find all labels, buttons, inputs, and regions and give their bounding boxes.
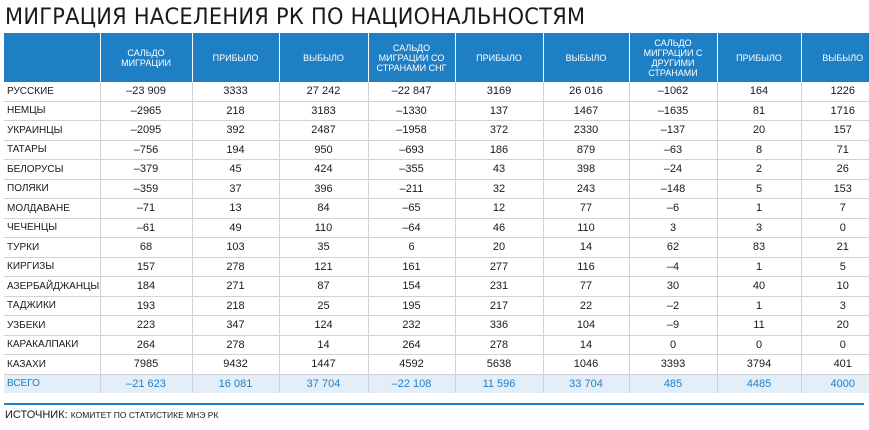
value-cell: 271 — [192, 277, 279, 297]
value-cell: 7985 — [100, 355, 192, 375]
value-cell: 22 — [543, 296, 629, 316]
value-cell: 87 — [279, 277, 368, 297]
table-row — [4, 355, 869, 375]
column-header: ПРИБЫЛО — [192, 33, 279, 82]
table-row — [4, 218, 869, 238]
value-cell: 45 — [192, 160, 279, 180]
table-row — [4, 101, 869, 121]
value-cell: 161 — [368, 257, 455, 277]
nationality-cell: ПОЛЯКИ — [4, 179, 100, 199]
value-cell: 32 — [455, 179, 543, 199]
value-cell: –71 — [100, 199, 192, 219]
value-cell: 223 — [100, 316, 192, 336]
value-cell: 153 — [801, 179, 869, 199]
value-cell: 7 — [801, 199, 869, 219]
column-header: ПРИБЫЛО — [455, 33, 543, 82]
value-cell: 1 — [717, 296, 801, 316]
value-cell: 1 — [717, 199, 801, 219]
value-cell: 26 016 — [543, 82, 629, 101]
nationality-cell: ЧЕЧЕНЦЫ — [4, 218, 100, 238]
value-cell: 2 — [717, 160, 801, 180]
total-value-cell: 4000 — [801, 374, 869, 393]
value-cell: 35 — [279, 238, 368, 258]
value-cell: 264 — [100, 335, 192, 355]
value-cell: –693 — [368, 140, 455, 160]
value-cell: 193 — [100, 296, 192, 316]
nationality-cell: УКРАИНЦЫ — [4, 121, 100, 141]
value-cell: 392 — [192, 121, 279, 141]
value-cell: –9 — [629, 316, 717, 336]
value-cell: 121 — [279, 257, 368, 277]
value-cell: 2487 — [279, 121, 368, 141]
value-cell: 277 — [455, 257, 543, 277]
value-cell: –756 — [100, 140, 192, 160]
source-label: ИСТОЧНИК: — [5, 409, 68, 421]
value-cell: –148 — [629, 179, 717, 199]
value-cell: 0 — [801, 218, 869, 238]
value-cell: 103 — [192, 238, 279, 258]
value-cell: 372 — [455, 121, 543, 141]
value-cell: 194 — [192, 140, 279, 160]
column-header: ПРИБЫЛО — [717, 33, 801, 82]
value-cell: 3 — [801, 296, 869, 316]
value-cell: 195 — [368, 296, 455, 316]
value-cell: 243 — [543, 179, 629, 199]
value-cell: 278 — [455, 335, 543, 355]
value-cell: 218 — [192, 296, 279, 316]
value-cell: 10 — [801, 277, 869, 297]
column-header-name — [4, 33, 100, 82]
value-cell: 231 — [455, 277, 543, 297]
value-cell: 110 — [543, 218, 629, 238]
value-cell: 13 — [192, 199, 279, 219]
value-cell: –2095 — [100, 121, 192, 141]
value-cell: 3794 — [717, 355, 801, 375]
value-cell: –2965 — [100, 101, 192, 121]
value-cell: 1 — [717, 257, 801, 277]
value-cell: 62 — [629, 238, 717, 258]
value-cell: 5638 — [455, 355, 543, 375]
value-cell: 2330 — [543, 121, 629, 141]
column-header: ВЫБЫЛО — [279, 33, 368, 82]
total-value-cell: 37 704 — [279, 374, 368, 393]
value-cell: 9432 — [192, 355, 279, 375]
table-row — [4, 121, 869, 141]
value-cell: 40 — [717, 277, 801, 297]
value-cell: –24 — [629, 160, 717, 180]
value-cell: 278 — [192, 335, 279, 355]
value-cell: 398 — [543, 160, 629, 180]
value-cell: –379 — [100, 160, 192, 180]
value-cell: 1046 — [543, 355, 629, 375]
table-row — [4, 199, 869, 219]
value-cell: 20 — [455, 238, 543, 258]
value-cell: 879 — [543, 140, 629, 160]
source-note — [5, 409, 218, 421]
value-cell: 1467 — [543, 101, 629, 121]
value-cell: –6 — [629, 199, 717, 219]
value-cell: 77 — [543, 277, 629, 297]
table-row — [4, 316, 869, 336]
page-title: МИГРАЦИЯ НАСЕЛЕНИЯ РК ПО НАЦИОНАЛЬНОСТЯМ — [5, 5, 586, 30]
total-value-cell: 11 596 — [455, 374, 543, 393]
value-cell: –22 847 — [368, 82, 455, 101]
value-cell: 14 — [543, 238, 629, 258]
table-row — [4, 335, 869, 355]
value-cell: 81 — [717, 101, 801, 121]
nationality-cell: КАЗАХИ — [4, 355, 100, 375]
value-cell: –4 — [629, 257, 717, 277]
value-cell: –61 — [100, 218, 192, 238]
value-cell: 14 — [279, 335, 368, 355]
total-value-cell: 485 — [629, 374, 717, 393]
nationality-cell: АЗЕРБАЙДЖАНЦЫ — [4, 277, 100, 297]
value-cell: 83 — [717, 238, 801, 258]
value-cell: 49 — [192, 218, 279, 238]
nationality-cell: КИРГИЗЫ — [4, 257, 100, 277]
nationality-cell: ТАДЖИКИ — [4, 296, 100, 316]
table-row — [4, 179, 869, 199]
total-value-cell: 16 081 — [192, 374, 279, 393]
nationality-cell: РУССКИЕ — [7, 85, 54, 97]
value-cell: 232 — [368, 316, 455, 336]
value-cell: 1716 — [801, 101, 869, 121]
value-cell: 0 — [717, 335, 801, 355]
value-cell: 3 — [717, 218, 801, 238]
value-cell: 154 — [368, 277, 455, 297]
value-cell: –1958 — [368, 121, 455, 141]
value-cell: 71 — [801, 140, 869, 160]
value-cell: 43 — [455, 160, 543, 180]
value-cell: –211 — [368, 179, 455, 199]
value-cell: 3333 — [192, 82, 279, 101]
value-cell: 3 — [629, 218, 717, 238]
column-header: ВЫБЫЛО — [543, 33, 629, 82]
value-cell: –2 — [629, 296, 717, 316]
value-cell: –65 — [368, 199, 455, 219]
total-value-cell: –21 623 — [100, 374, 192, 393]
table-row — [4, 296, 869, 316]
nationality-cell: КАРАКАЛПАКИ — [4, 335, 100, 355]
value-cell: 5 — [801, 257, 869, 277]
value-cell: 186 — [455, 140, 543, 160]
nationality-cell: УЗБЕКИ — [4, 316, 100, 336]
value-cell: –1635 — [629, 101, 717, 121]
value-cell: 157 — [801, 121, 869, 141]
table-row — [4, 160, 869, 180]
value-cell: 3393 — [629, 355, 717, 375]
value-cell: 184 — [100, 277, 192, 297]
value-cell: 5 — [717, 179, 801, 199]
value-cell: 20 — [801, 316, 869, 336]
value-cell: 21 — [801, 238, 869, 258]
header-row — [4, 33, 869, 82]
value-cell: 110 — [279, 218, 368, 238]
nationality-cell: БЕЛОРУСЫ — [4, 160, 100, 180]
total-value-cell: 33 704 — [543, 374, 629, 393]
value-cell: 401 — [801, 355, 869, 375]
value-cell: –1330 — [368, 101, 455, 121]
value-cell: 11 — [717, 316, 801, 336]
value-cell: 20 — [717, 121, 801, 141]
value-cell: 424 — [279, 160, 368, 180]
value-cell: 25 — [279, 296, 368, 316]
value-cell: 124 — [279, 316, 368, 336]
table-row — [4, 257, 869, 277]
value-cell: 27 242 — [279, 82, 368, 101]
source-text: КОМИТЕТ ПО СТАТИСТИКЕ МНЭ РК — [70, 410, 219, 420]
value-cell: 218 — [192, 101, 279, 121]
migration-table — [4, 33, 869, 393]
value-cell: 0 — [629, 335, 717, 355]
value-cell: 8 — [717, 140, 801, 160]
value-cell: 0 — [801, 335, 869, 355]
value-cell: –355 — [368, 160, 455, 180]
table-row — [4, 140, 869, 160]
value-cell: 3183 — [279, 101, 368, 121]
value-cell: –63 — [629, 140, 717, 160]
table-row — [4, 238, 869, 258]
value-cell: 104 — [543, 316, 629, 336]
value-cell: 14 — [543, 335, 629, 355]
value-cell: 950 — [279, 140, 368, 160]
column-header: САЛЬДО МИГРАЦИИ СО СТРАНАМИ СНГ — [368, 33, 455, 82]
total-label-cell: ВСЕГО — [4, 374, 100, 393]
value-cell: –64 — [368, 218, 455, 238]
value-cell: 137 — [455, 101, 543, 121]
value-cell: 37 — [192, 179, 279, 199]
total-value-cell: 4485 — [717, 374, 801, 393]
value-cell: 1447 — [279, 355, 368, 375]
table-row — [4, 82, 869, 101]
value-cell: –23 909 — [100, 82, 192, 101]
column-header: САЛЬДО МИГРАЦИИ — [100, 33, 192, 82]
value-cell: 77 — [543, 199, 629, 219]
value-cell: –137 — [629, 121, 717, 141]
value-cell: 396 — [279, 179, 368, 199]
nationality-cell: НЕМЦЫ — [4, 101, 100, 121]
value-cell: 68 — [100, 238, 192, 258]
value-cell: 347 — [192, 316, 279, 336]
value-cell: –359 — [100, 179, 192, 199]
value-cell: 84 — [279, 199, 368, 219]
nationality-cell: ТУРКИ — [4, 238, 100, 258]
value-cell: 157 — [100, 257, 192, 277]
value-cell: 336 — [455, 316, 543, 336]
total-value-cell: –22 108 — [368, 374, 455, 393]
value-cell: 3169 — [455, 82, 543, 101]
value-cell: 116 — [543, 257, 629, 277]
value-cell: 278 — [192, 257, 279, 277]
value-cell: 46 — [455, 218, 543, 238]
value-cell: 1226 — [801, 82, 869, 101]
column-header: ВЫБЫЛО — [801, 33, 869, 82]
nationality-cell: ТАТАРЫ — [4, 140, 100, 160]
column-header: САЛЬДО МИГРАЦИИ С ДРУГИМИ СТРАНАМИ — [629, 33, 717, 82]
value-cell: 4592 — [368, 355, 455, 375]
value-cell: 30 — [629, 277, 717, 297]
value-cell: –1062 — [629, 82, 717, 101]
value-cell: 12 — [455, 199, 543, 219]
total-row — [4, 374, 869, 393]
value-cell: 6 — [368, 238, 455, 258]
value-cell: 26 — [801, 160, 869, 180]
nationality-cell: МОЛДАВАНЕ — [4, 199, 100, 219]
value-cell: 217 — [455, 296, 543, 316]
table-row — [4, 277, 869, 297]
bottom-rule — [4, 403, 864, 405]
value-cell: 164 — [717, 82, 801, 101]
value-cell: 264 — [368, 335, 455, 355]
